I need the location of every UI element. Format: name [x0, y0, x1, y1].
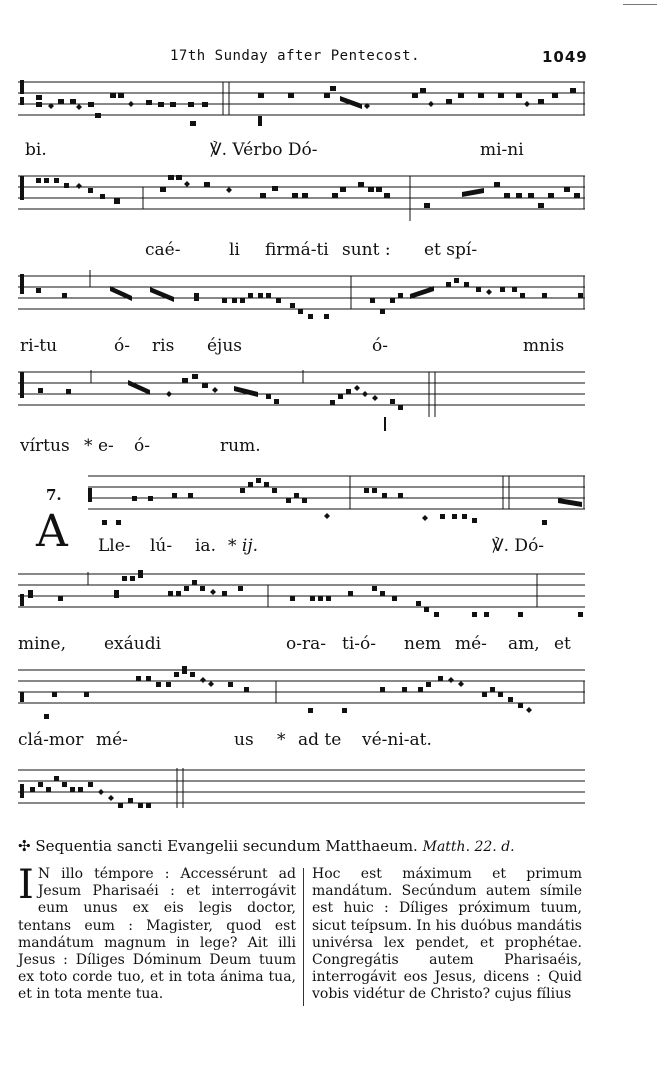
lyric-syllable: ℣. Vérbo Dó-	[210, 140, 318, 160]
gospel-heading	[18, 837, 515, 855]
lyric-syllable: * ij.	[228, 536, 259, 556]
lyric-syllable: ó-	[134, 436, 150, 456]
lyric-syllable: mnis	[523, 336, 565, 356]
lyric-syllable: ℣. Dó-	[492, 536, 545, 556]
gospel-right-text: Hoc est máximum et primum mandátum. Secúndum autem símile est huic : Díliges próximum tuum, sicut teípsum. In his duóbus mandátis univérsa lex pendet, et prophétae. Congregátis autem Pharisaéis, interrogávit eos Jesus, dicens : Quid vobis vidétur de Christo? cujus fílius	[312, 866, 582, 1003]
alleluia-number: 7.	[46, 486, 62, 504]
drop-initial-I: I	[18, 862, 34, 908]
lyric-syllable: mé-	[96, 730, 128, 750]
lyric-syllable: ó-	[372, 336, 388, 356]
lyric-syllable: mi-ni	[480, 140, 524, 160]
lyric-syllable: ad te	[298, 730, 342, 750]
corner-mark	[623, 0, 657, 5]
chant-staff	[88, 470, 585, 530]
lyric-syllable: firmá-ti	[265, 240, 329, 260]
lyric-syllable: mé-	[455, 634, 487, 654]
gospel-right-column	[312, 866, 582, 1004]
chant-staff	[18, 170, 585, 230]
staff-svg	[88, 470, 585, 530]
lyric-syllable: ti-ó-	[342, 634, 376, 654]
lyric-syllable: ris	[152, 336, 175, 356]
lyric-syllable: et spí-	[424, 240, 478, 260]
staff-svg	[18, 764, 585, 824]
chant-staff	[18, 664, 585, 724]
lyric-syllable: ia.	[195, 536, 216, 556]
lyric-syllable: rum.	[220, 436, 261, 456]
chant-staff	[18, 764, 585, 824]
lyric-syllable: o-ra-	[286, 634, 326, 654]
staff-svg	[18, 270, 585, 330]
lyric-syllable: lú-	[150, 536, 173, 556]
chant-staff	[18, 366, 585, 426]
staff-svg	[18, 366, 585, 426]
lyric-syllable: caé-	[145, 240, 181, 260]
lyric-syllable: nem	[404, 634, 442, 654]
gospel-reference: Matth. 22. d.	[422, 839, 515, 855]
lyric-syllable: *	[277, 730, 286, 750]
lyric-syllable: ri-tu	[20, 336, 58, 356]
gospel-left-column	[18, 862, 296, 1004]
chant-staff	[18, 568, 585, 628]
staff-svg	[18, 664, 585, 724]
staff-svg	[18, 568, 585, 628]
chant-staff	[18, 76, 585, 136]
lyric-syllable: e-	[98, 436, 114, 456]
drop-initial-A: A	[36, 506, 68, 557]
lyric-syllable: vírtus	[20, 436, 70, 456]
lyric-syllable: bi.	[25, 140, 47, 160]
lyric-syllable: am,	[508, 634, 540, 654]
lyric-syllable: *	[84, 436, 93, 456]
gospel-heading-text: ✣ Sequentia sancti Evangelii secundum Matthaeum.	[18, 837, 418, 855]
gospel-left-text: N illo témpore : Accessérunt ad Jesum Pharisaéi : et interrogávit eum unus ex eis legis doctor, tentans eum : Magister, quod est mandátum magnum in lege? Ait illi Jesus : Díliges Dóminum Deum tuum ex toto corde tuo, et in tota ánima tua, et in tota mente tua.	[18, 866, 296, 1003]
lyric-syllable: ó-	[114, 336, 130, 356]
lyric-syllable: li	[229, 240, 240, 260]
staff-svg	[18, 170, 585, 230]
lyric-syllable: mine,	[18, 634, 66, 654]
page-title: 17th Sunday after Pentecost.	[170, 48, 421, 64]
lyric-syllable: Lle-	[98, 536, 131, 556]
lyric-syllable: sunt :	[342, 240, 391, 260]
staff-svg	[18, 76, 585, 136]
lyric-syllable: exáudi	[104, 634, 162, 654]
lyric-syllable: éjus	[207, 336, 243, 356]
lyric-syllable: et	[554, 634, 571, 654]
lyric-syllable: us	[234, 730, 254, 750]
column-divider	[303, 868, 304, 1006]
page-number: 1049	[542, 48, 588, 66]
chant-staff	[18, 270, 585, 330]
lyric-syllable: vé-ni-at.	[362, 730, 432, 750]
lyric-syllable: clá-mor	[18, 730, 84, 750]
